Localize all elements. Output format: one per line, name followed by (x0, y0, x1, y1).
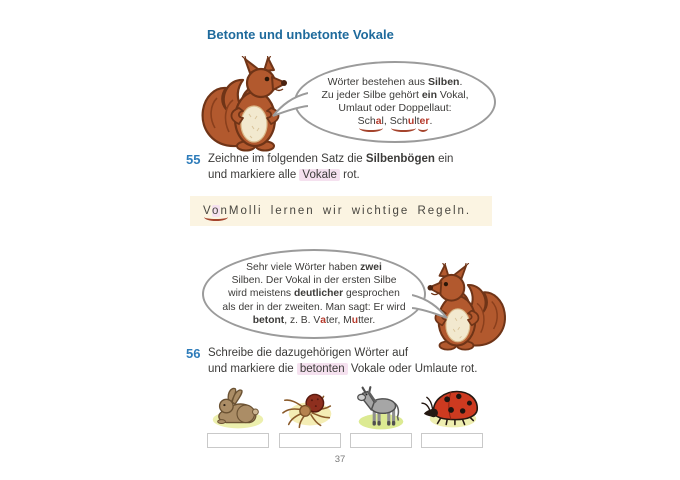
bubble2-line5: betont, z. B. Vater, Mutter. (252, 314, 376, 326)
highlighted-word: Vokale (299, 169, 340, 181)
task55-line1: Zeichne im folgenden Satz die Silbenbögen ein (208, 153, 454, 165)
bubble2-line1: Sehr viele Wörter haben zwei (246, 261, 382, 273)
task56-line1: Schreibe die dazugehörigen Wörter auf (208, 347, 409, 359)
page-number: 37 (334, 454, 346, 465)
page-title: Betonte und unbetonte Vokale (207, 27, 394, 42)
syllable-arc: ter (416, 115, 430, 128)
highlighted-word: betonten (297, 363, 348, 375)
bubble2-line4: als der in der zweiten. Man sagt: Er wird (222, 301, 406, 313)
bubble-tail-icon (272, 89, 308, 119)
bubble2-line3: wird meistens deutlicher gesprochen (228, 288, 400, 300)
task-number: 56 (186, 346, 201, 361)
bubble1-line2: Zu jeder Silbe gehört ein Vokal, (321, 88, 469, 101)
bubble2-line2: Silben. Der Vokal in der ersten Silbe (231, 275, 397, 287)
rabbit-icon (207, 386, 269, 430)
highlighted-vowel: o (212, 205, 221, 217)
task-number: 55 (186, 152, 201, 167)
syllable-arc: Schal (357, 115, 384, 128)
answer-box-4[interactable] (421, 433, 483, 448)
task55-line2: und markiere alle Vokale rot. (208, 168, 360, 181)
donkey-icon (350, 386, 412, 430)
speech-bubble-2 (202, 249, 426, 339)
bubble1-line3: Umlaut oder Doppellaut: (338, 102, 452, 114)
bubble1-line4: Schal, Schulter. (357, 115, 433, 128)
ladybug-icon (421, 386, 483, 430)
answer-box-1[interactable] (207, 433, 269, 448)
spider-icon (279, 386, 341, 430)
answer-box-3[interactable] (350, 433, 412, 448)
task-55 (186, 152, 506, 183)
syllable-arc: Schul (389, 115, 417, 128)
bubble1-line1: Wörter bestehen aus Silben. (327, 75, 463, 88)
speech-bubble-1 (294, 61, 496, 143)
task56-line2: und markiere die betonten Vokale oder Umlaute rot. (208, 362, 478, 375)
bubble-tail-icon (412, 291, 448, 321)
answer-box-2[interactable] (279, 433, 341, 448)
practice-sentence-box: Von Molli lernen wir wichtige Regeln. (190, 196, 492, 226)
syllable-arc: Von (203, 205, 229, 217)
